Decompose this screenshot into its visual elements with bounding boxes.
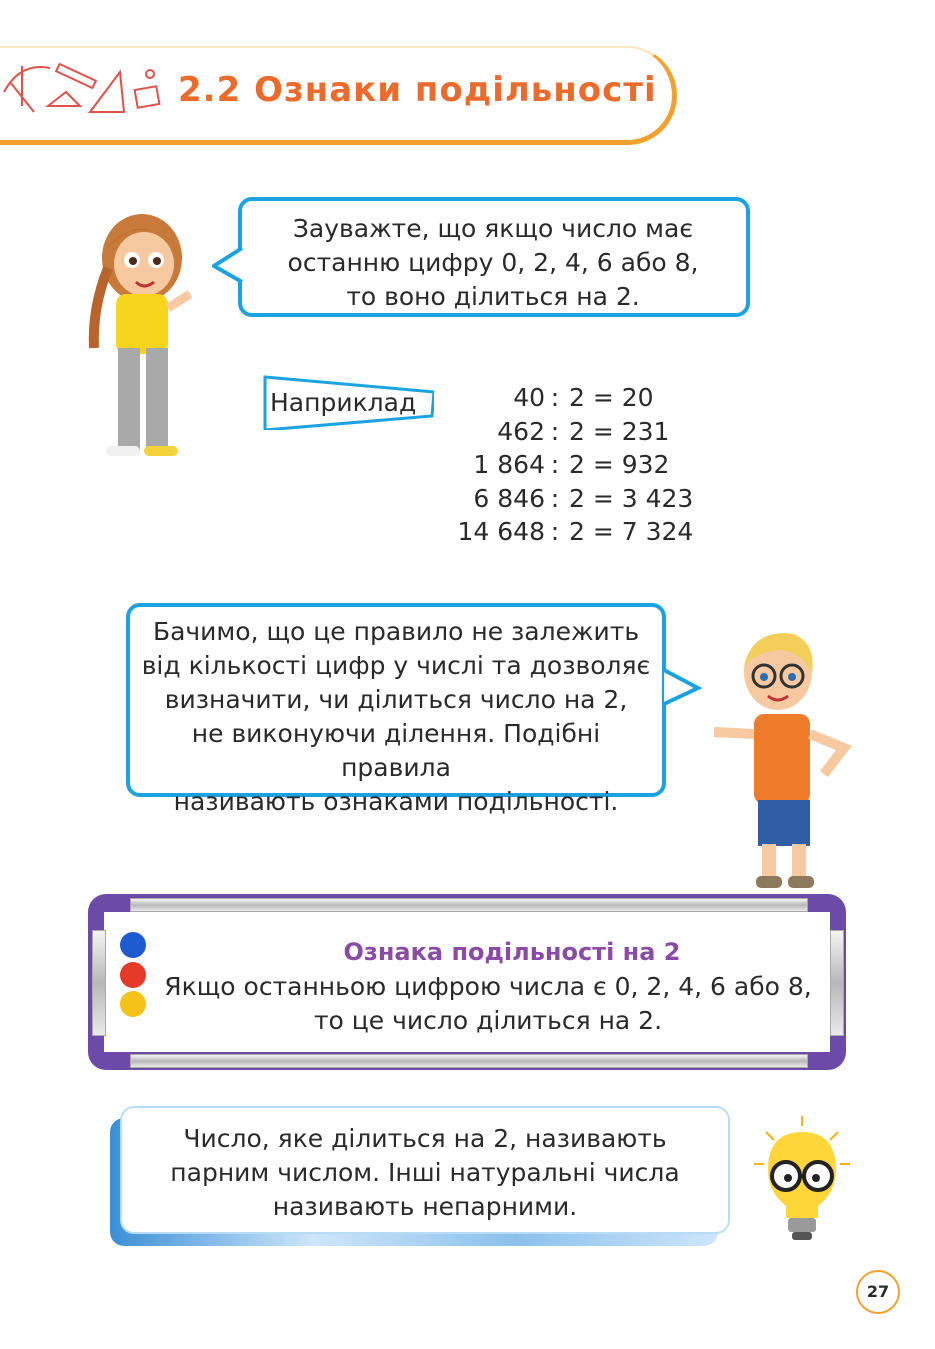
result: 2 = 932: [569, 450, 670, 480]
result: 2 = 3 423: [569, 483, 694, 513]
dividend: 462: [497, 416, 545, 446]
text-line: Зауважте, що якщо число має: [292, 214, 694, 243]
equation-row: [440, 383, 709, 417]
equation-row: [440, 417, 709, 451]
bubble-tail: [662, 668, 702, 708]
operator: :: [550, 383, 560, 412]
bubble-tail: [212, 246, 244, 286]
equation-row: [440, 450, 709, 484]
text-line: називають непарними.: [272, 1192, 578, 1221]
boy-character: [704, 624, 854, 894]
rule-text: [110, 970, 866, 1038]
dividend: 40: [513, 383, 545, 412]
equation-row: [440, 517, 709, 551]
text-line: називають ознаками подільності.: [173, 787, 619, 816]
dividend: 1 864: [473, 450, 545, 480]
result: 2 = 7 324: [569, 517, 694, 547]
girl-character: [72, 198, 212, 466]
section-title: 2.2 Ознаки подільності: [178, 70, 657, 110]
equation-row: [440, 484, 709, 518]
bubble2-text: [136, 615, 656, 819]
dividend: 6 846: [473, 483, 545, 513]
division-examples: [440, 383, 709, 551]
text-line: то це число ділиться на 2.: [313, 1006, 663, 1035]
text-line: Якщо останньою цифрою числа є 0, 2, 4, 6 або 8,: [164, 972, 812, 1001]
dividend: 14 648: [457, 517, 545, 547]
page-number: 27: [856, 1270, 900, 1314]
text-line: від кількості цифр у числі та дозволяє: [141, 651, 651, 680]
text-line: то воно ділиться на 2.: [346, 282, 640, 311]
bubble1-text: [258, 212, 728, 314]
operator: :: [550, 483, 560, 513]
note-text: [130, 1122, 720, 1224]
text-line: визначити, чи ділиться число на 2,: [164, 685, 628, 714]
text-line: Число, яке ділиться на 2, називають: [183, 1124, 667, 1153]
board-rail-bottom: [130, 1054, 808, 1068]
operator: :: [550, 450, 560, 480]
operator: :: [550, 416, 560, 446]
board-rail-top: [130, 898, 808, 912]
example-label: Наприклад: [270, 388, 417, 417]
lightbulb-icon: [752, 1114, 852, 1246]
text-line: парним числом. Інші натуральні числа: [170, 1158, 680, 1187]
text-line: Бачимо, що це правило не залежить: [152, 617, 640, 646]
text-line: останню цифру 0, 2, 4, 6 або 8,: [287, 248, 699, 277]
rule-title: Ознака подільності на 2: [343, 938, 681, 966]
stationery-icon: [0, 52, 170, 124]
result: 2 = 20: [569, 383, 654, 412]
text-line: не виконуючи ділення. Подібні правила: [191, 719, 601, 782]
operator: :: [550, 517, 560, 547]
result: 2 = 231: [569, 416, 670, 446]
board-rail-left: [92, 930, 106, 1036]
